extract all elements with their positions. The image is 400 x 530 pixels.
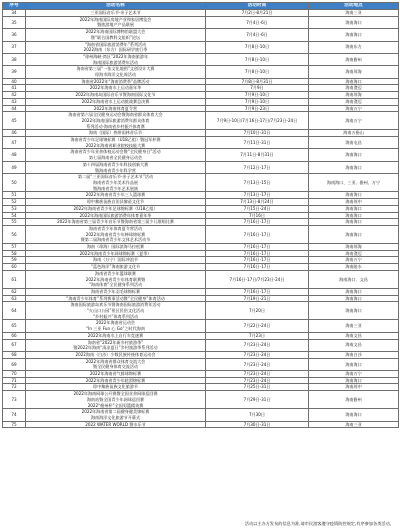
table-row [3, 205, 399, 212]
table-row [3, 351, 399, 358]
event-name-cell [26, 105, 206, 112]
event-name-line: 暨海南省青少年科学营 [95, 167, 136, 173]
event-name-line: 海南省2022年“海南消费季”品牌活动 [81, 78, 150, 84]
table-row [3, 212, 399, 219]
event-place-cell: 海南海口 [309, 149, 399, 161]
event-name-line: “乡村振兴”体育系列活动 [92, 313, 139, 319]
event-name-line: 2022年海南省第三届青少年音乐节暨海南省第三届少儿歌唱比赛 [57, 219, 174, 225]
event-time-cell: 7月29日-31日 [206, 391, 309, 409]
event-name-line: 暨第二届海南省青少年文体艺术活动节 [80, 237, 151, 243]
event-name-cell [26, 174, 206, 192]
event-place-cell: 海南海口 [309, 212, 399, 219]
event-name-line: 2022年海南岛国际音乐节暨海南国际文化节 [75, 92, 156, 98]
table-row [3, 29, 399, 41]
event-name-line: “海南省国际旅游消费年”系列活动 [84, 41, 147, 47]
event-time-cell: 7月8日-8月31日 [206, 78, 309, 85]
event-name-cell [26, 29, 206, 41]
event-time-cell: 7月4日-6日 [206, 29, 309, 41]
row-number: 35 [3, 16, 26, 28]
table-row [3, 78, 399, 85]
header-place: 活动地点 [309, 3, 399, 10]
event-place-cell: 海南文昌 [309, 339, 399, 351]
row-number: 61 [3, 270, 26, 288]
row-number: 43 [3, 98, 26, 105]
event-place-cell: 海南海口 [309, 295, 399, 302]
event-name-line: 海南省青少年足球锦标赛（U18乙组）暨冠军杯赛 [70, 137, 161, 143]
event-name-line: 2022年海南省青少年足球锦标赛（U18乙组） [73, 205, 158, 211]
event-name-line: 2022海南（白沙）少数民族传统体育运动会 [75, 351, 156, 357]
row-number: 38 [3, 53, 26, 65]
table-row [3, 10, 399, 17]
event-place-cell: 海南屯昌 [309, 137, 399, 149]
table-row [3, 192, 399, 199]
table-row [3, 66, 399, 78]
event-name-line: 暨旅游地产产品联展 [97, 22, 134, 28]
table-row [3, 288, 399, 295]
event-name-cell [26, 391, 206, 409]
event-name-cell [26, 41, 206, 53]
row-number: 50 [3, 174, 26, 192]
event-name-cell [26, 302, 206, 320]
event-name-cell [26, 212, 206, 219]
table-row [3, 320, 399, 332]
table-row [3, 421, 399, 428]
event-name-line: 2022年海南国际博物馆联盟大会 [85, 29, 146, 35]
event-name-line: 海南海洋文化旅游节开幕式 [90, 415, 141, 420]
event-name-line: “蓝色海洋”海南旅游文化节 [90, 264, 141, 270]
table-row [3, 384, 399, 391]
row-number: 70 [3, 371, 26, 378]
header-no: 序号 [3, 3, 26, 10]
row-number: 48 [3, 149, 26, 161]
event-time-cell: 7月12日-17日 [206, 161, 309, 173]
event-name-cell [26, 92, 206, 99]
row-number: 46 [3, 130, 26, 137]
event-name-cell [26, 98, 206, 105]
event-place-cell: 海南海口 [309, 16, 399, 28]
row-number: 57 [3, 244, 26, 251]
event-name-line: “海南青少年体育”系列赛事活动暨“全民健身”体育活动 [66, 295, 165, 301]
row-number: 52 [3, 199, 26, 206]
event-name-line: 2022年海南水上运动嘉年华 [89, 85, 142, 91]
event-name-cell [26, 205, 206, 212]
event-place-cell: 海南海口 [309, 29, 399, 41]
event-name-line: 海南国际旅游消费年活动 [92, 59, 139, 65]
event-name-cell [26, 288, 206, 295]
event-name-cell [26, 149, 206, 161]
row-number: 60 [3, 264, 26, 271]
event-time-cell: 7月8日-10日 [206, 41, 309, 53]
event-name-cell [26, 295, 206, 302]
event-time-cell: 7月16日-17日 [206, 225, 309, 243]
row-number: 62 [3, 288, 26, 295]
event-time-cell: 7月9日 [206, 85, 309, 92]
event-time-cell: 7月16日-17日 [206, 250, 309, 257]
event-name-cell [26, 53, 206, 65]
table-row [3, 244, 399, 251]
table-row [3, 339, 399, 351]
event-name-line: 2022年海南省水上运动挑战赛总决赛 [81, 98, 150, 104]
event-place-cell: 海南儋州 [309, 53, 399, 65]
event-name-line: 海南省第三届“一张文化地图”文创设计大赛 [76, 66, 155, 72]
row-number: 36 [3, 29, 26, 41]
row-number: 58 [3, 250, 26, 257]
event-name-cell [26, 264, 206, 271]
event-time-cell: 7月15日-24日 [206, 205, 309, 212]
table-row [3, 16, 399, 28]
event-name-line: 2022年海南省群众体育交流大会 [85, 358, 146, 364]
event-name-line: 2022年海南省青少年轮滑锦标赛 [85, 377, 146, 383]
event-name-cell [26, 192, 206, 199]
event-place-cell: 海南海口 [309, 288, 399, 295]
table-row [3, 391, 399, 409]
event-place-cell: 海南澄迈 [309, 85, 399, 92]
event-place-cell: 海南海口 [309, 205, 399, 212]
event-name-line: 海南省青少年体育夏令营活动 [88, 225, 143, 231]
row-number: 74 [3, 409, 26, 421]
event-place-cell: 海南澄迈 [309, 98, 399, 105]
row-number: 53 [3, 205, 26, 212]
event-name-line: 海南（国际）热带雨林音乐节 [88, 130, 143, 136]
event-place-cell: 海南陵水 [309, 264, 399, 271]
event-time-cell: 7月23日 [206, 332, 309, 339]
table-row [3, 377, 399, 384]
table-row [3, 130, 399, 137]
event-place-cell: 海南海口 [309, 219, 399, 226]
event-name-line: 2022 WATER WORLD 暨水乐节 [85, 421, 146, 427]
table-row [3, 264, 399, 271]
row-number: 45 [3, 112, 26, 130]
event-place-cell: 海南海口 [309, 409, 399, 421]
event-time-cell: 7月13日-17日 [206, 192, 309, 199]
event-name-cell [26, 225, 206, 243]
event-name-cell [26, 351, 206, 358]
event-name-line: 琼海市海洋文化周活动 [95, 72, 136, 78]
event-time-cell: 7月9日-10日 [206, 92, 309, 99]
event-name-cell [26, 78, 206, 85]
event-name-line: 2022年海南省青少年棒球锦标赛 [85, 231, 146, 237]
event-name-cell [26, 257, 206, 264]
event-name-line: 2022年海南省第二届健身健美锦标赛 [81, 409, 150, 415]
event-time-cell: 7月8日-10日 [206, 53, 309, 65]
event-name-line: 2022年海南省职业院校技能大赛 [85, 142, 146, 148]
event-place-cell: 海南海口、文昌 [309, 270, 399, 288]
event-name-cell [26, 130, 206, 137]
event-name-cell [26, 339, 206, 351]
row-number: 39 [3, 66, 26, 78]
event-name-cell [26, 358, 206, 370]
event-place-cell: 海南三亚 [309, 421, 399, 428]
event-time-cell: 7月30日 [206, 409, 309, 421]
event-time-cell: 7月10日-31日 [206, 130, 309, 137]
event-name-cell [26, 371, 206, 378]
event-name-line: 海南（万宁）国际冲浪节 [92, 257, 139, 263]
footnote: 活动以主办方发布的信息为准,请市民游客遵守疫情防控规定,有序参加各类活动。 [244, 521, 394, 526]
event-name-line: 2022年海南省运动会 [95, 320, 136, 326]
table-row [3, 98, 399, 105]
event-name-line: 海南省“2022年新乡村旅游季” [87, 339, 144, 345]
table-row [3, 112, 399, 130]
table-row [3, 137, 399, 149]
event-name-line: 2022年海南体育夏令营 [93, 105, 138, 111]
table-row [3, 358, 399, 370]
event-name-line: 暨全民健身体育交流活动 [92, 364, 139, 370]
table-row [3, 41, 399, 53]
event-place-cell: 海南海口 [309, 78, 399, 85]
event-place-cell: 海南海口 [309, 192, 399, 199]
event-time-cell: 7月22日-24日 [206, 320, 309, 332]
event-place-cell: 海南海口 [309, 358, 399, 370]
event-name-line: “海南体育”全民健身系列活动 [88, 282, 143, 288]
event-name-cell [26, 161, 206, 173]
row-number: 64 [3, 302, 26, 320]
event-name-line: 海南（琼海）国际滨海马拉松赛 [86, 244, 145, 250]
event-name-line: 2022“儋州杯”全国男篮精英赛 [87, 402, 144, 408]
event-name-line: 第十四届海南省青少年科技创新大赛 [82, 161, 149, 167]
table-row [3, 53, 399, 65]
table-row [3, 332, 399, 339]
event-place-cell: 海南海口、三亚、儋州、万宁 [309, 174, 399, 192]
table-row [3, 371, 399, 378]
event-time-cell: 7月23日-24日 [206, 377, 309, 384]
row-number: 59 [3, 257, 26, 264]
event-name-line: 2022年海南省青少年三人篮球赛 [85, 192, 146, 198]
event-name-cell [26, 270, 206, 288]
event-time-cell: 7月11日-31日 [206, 137, 309, 149]
table-row [3, 257, 399, 264]
row-number: 69 [3, 358, 26, 370]
event-name-line: 海南省青少年美术作品展 [92, 179, 139, 185]
event-name-line: 2022年海南水上自行车竞速赛 [87, 332, 144, 338]
event-time-cell: 7月25日-31日 [206, 384, 309, 391]
event-time-cell: 7月9日-10日/7月16日-17日/7月23日-24日 [206, 112, 309, 130]
event-schedule-sheet [2, 2, 398, 526]
event-name-cell [26, 320, 206, 332]
event-name-cell [26, 137, 206, 149]
event-name-cell [26, 250, 206, 257]
event-name-line: 第七届海南省全民健身运动会 [88, 155, 143, 161]
row-number: 67 [3, 339, 26, 351]
event-place-cell: 海南海口 [309, 161, 399, 173]
event-time-cell: 7月16日 [206, 212, 309, 219]
event-name-line: 2022海南（东方）国际研学旅行季 [83, 47, 148, 53]
event-name-line: 第二届“三亚国际音乐节·亲子艺术节”活动 [77, 174, 154, 180]
event-name-cell [26, 66, 206, 78]
event-name-line: 三亚国际音乐节·亲子艺术节 [90, 10, 141, 15]
event-place-cell: 海南海口 [309, 377, 399, 384]
event-time-cell: 7月16日-17日 [206, 288, 309, 295]
event-name-line: 海南省第六届全民健身运动会暨海南省群众体育大会 [68, 112, 163, 118]
event-name-line: 琼中黎族苗族文化旅游节 [92, 384, 139, 390]
table-row [3, 199, 399, 206]
table-row [3, 302, 399, 320]
event-place-cell: 海南琼海 [309, 92, 399, 99]
header-time: 活动时间 [206, 3, 309, 10]
event-time-cell: 7月16日-17日 [206, 257, 309, 264]
table-body [3, 10, 399, 428]
event-name-line: 2022年海南国际旅游消费年群众体育 [81, 117, 150, 123]
event-name-cell [26, 244, 206, 251]
event-time-cell: 7月30日-31日 [206, 421, 309, 428]
event-name-cell [26, 10, 206, 17]
row-number: 47 [3, 137, 26, 149]
event-place-cell: 海南五指山 [309, 130, 399, 137]
row-number: 37 [3, 41, 26, 53]
event-name-cell [26, 409, 206, 421]
row-number: 55 [3, 219, 26, 226]
event-name-line: 海南省青少年业余体校运动会暨“全民健身日”活动 [70, 149, 161, 155]
row-number: 49 [3, 161, 26, 173]
row-number: 42 [3, 92, 26, 99]
event-name-line: 2022年海南省青少年体育联赛暨 [85, 276, 146, 282]
table-row [3, 270, 399, 288]
event-place-cell: 海南海口 [309, 302, 399, 320]
table-row [3, 174, 399, 192]
event-name-line: “琼州海峡·湾区”2022年海南旅游年 [82, 53, 149, 59]
event-name-cell [26, 377, 206, 384]
event-place-cell: 海南海口 [309, 225, 399, 243]
table-row [3, 161, 399, 173]
event-name-line: 暨海南省青少年艺术展演 [92, 185, 139, 191]
row-number: 66 [3, 332, 26, 339]
event-name-cell [26, 112, 206, 130]
table-row [3, 250, 399, 257]
event-time-cell: 7月13日-15日 [206, 174, 309, 192]
event-time-cell: 7月23日-24日 [206, 339, 309, 351]
event-place-cell: 海南琼中 [309, 199, 399, 206]
event-time-cell: 7月9日-10日 [206, 98, 309, 105]
event-place-cell: 海南三亚 [309, 10, 399, 17]
event-place-cell: 海南白沙 [309, 351, 399, 358]
event-time-cell: 7月16日-17日/7月23日-24日 [206, 270, 309, 288]
event-name-line: 暨“联合国教科文组织”论坛 [90, 34, 141, 40]
event-place-cell: 海南三亚 [309, 320, 399, 332]
event-place-cell: 海南万宁 [309, 105, 399, 112]
event-time-cell: 7月4日-6日 [206, 16, 309, 28]
row-number: 34 [3, 10, 26, 17]
event-name-line: “In 三亚 Fun 心 Go”之时代海南 [86, 326, 145, 332]
table-row [3, 409, 399, 421]
row-number: 51 [3, 192, 26, 199]
event-time-cell: 7月13日-8月24日 [206, 199, 309, 206]
event-place-cell: 海南琼海 [309, 66, 399, 78]
event-name-cell [26, 199, 206, 206]
event-time-cell: 7月23日-24日 [206, 358, 309, 370]
table-header-row [3, 3, 399, 10]
event-place-cell: 海南万宁 [309, 371, 399, 378]
event-name-line: 2022年海南国际房地产业和家居博览会 [79, 16, 152, 22]
event-name-line: 2022年海南网球公开赛暨全国业余网球巡回赛 [73, 391, 158, 397]
event-schedule-table [2, 2, 399, 428]
event-place-cell: 海南万宁 [309, 257, 399, 264]
row-number: 65 [3, 320, 26, 332]
event-name-line: “火山口公园”景区民俗文化活动 [86, 308, 145, 314]
row-number: 41 [3, 85, 26, 92]
table-row [3, 92, 399, 99]
event-name-line: 2022年海南国际旅游消费年体育嘉年华 [79, 212, 152, 218]
table-row [3, 295, 399, 302]
event-time-cell: 7月16日-17日 [206, 264, 309, 271]
row-number: 44 [3, 105, 26, 112]
event-time-cell: 7月9日-23日 [206, 105, 309, 112]
event-name-line: 海南国际旅游岛欢乐节暨海南国际旅游消费年活动 [70, 302, 161, 308]
event-place-cell: 海南万宁 [309, 112, 399, 130]
table-row [3, 85, 399, 92]
event-name-line: 系列活动·海南省乡村振兴体育赛 [86, 123, 145, 129]
table-row [3, 105, 399, 112]
row-number: 40 [3, 78, 26, 85]
event-time-cell: 7月23日-24日 [206, 351, 309, 358]
event-name-cell [26, 16, 206, 28]
event-time-cell: 7月11日-8月31日 [206, 149, 309, 161]
row-number: 68 [3, 351, 26, 358]
event-time-cell: 7月2日-8月21日 [206, 10, 309, 17]
header-name: 活动名称 [26, 3, 206, 10]
event-time-cell: 7月19日-21日 [206, 295, 309, 302]
event-name-line: 2022年海南省气排球锦标赛 [89, 371, 142, 377]
event-time-cell: 7月23日-24日 [206, 371, 309, 378]
event-time-cell: 7月16日-17日 [206, 219, 309, 226]
event-place-cell: 海南东方 [309, 41, 399, 53]
row-number: 54 [3, 212, 26, 219]
event-name-cell [26, 85, 206, 92]
event-name-line: 海南站暨全国青少年网球巡回赛 [86, 396, 145, 402]
event-name-cell [26, 421, 206, 428]
event-name-line: 海南省青少年羽毛球锦标赛 [90, 288, 141, 294]
event-name-line: 暨2022年海南“清凉夏日”乡村旅游季系列活动 [73, 345, 158, 351]
event-time-cell: 7月16日-17日 [206, 244, 309, 251]
event-name-cell [26, 384, 206, 391]
event-name-line: 琼中黎族苗族自治县黎苗文化节 [86, 199, 145, 205]
table-row [3, 149, 399, 161]
event-place-cell: 海南琼海 [309, 244, 399, 251]
event-place-cell: 海南儋州 [309, 391, 399, 409]
event-name-line: 海南省青少年篮球联赛 [95, 270, 136, 276]
table-row [3, 225, 399, 243]
event-time-cell: 7月8日-10日 [206, 66, 309, 78]
row-number: 71 [3, 377, 26, 384]
row-number: 63 [3, 295, 26, 302]
row-number: 75 [3, 421, 26, 428]
row-number: 72 [3, 384, 26, 391]
event-name-line: 2022年海南青少年网球锦标赛（夏季） [79, 250, 152, 256]
event-name-cell [26, 332, 206, 339]
event-place-cell: 海南琼中 [309, 384, 399, 391]
event-place-cell: 海南澄迈 [309, 250, 399, 257]
row-number: 56 [3, 225, 26, 243]
table-row [3, 219, 399, 226]
event-time-cell: 7月20日 [206, 302, 309, 320]
event-name-cell [26, 219, 206, 226]
event-place-cell: 海南文昌 [309, 332, 399, 339]
row-number: 73 [3, 391, 26, 409]
